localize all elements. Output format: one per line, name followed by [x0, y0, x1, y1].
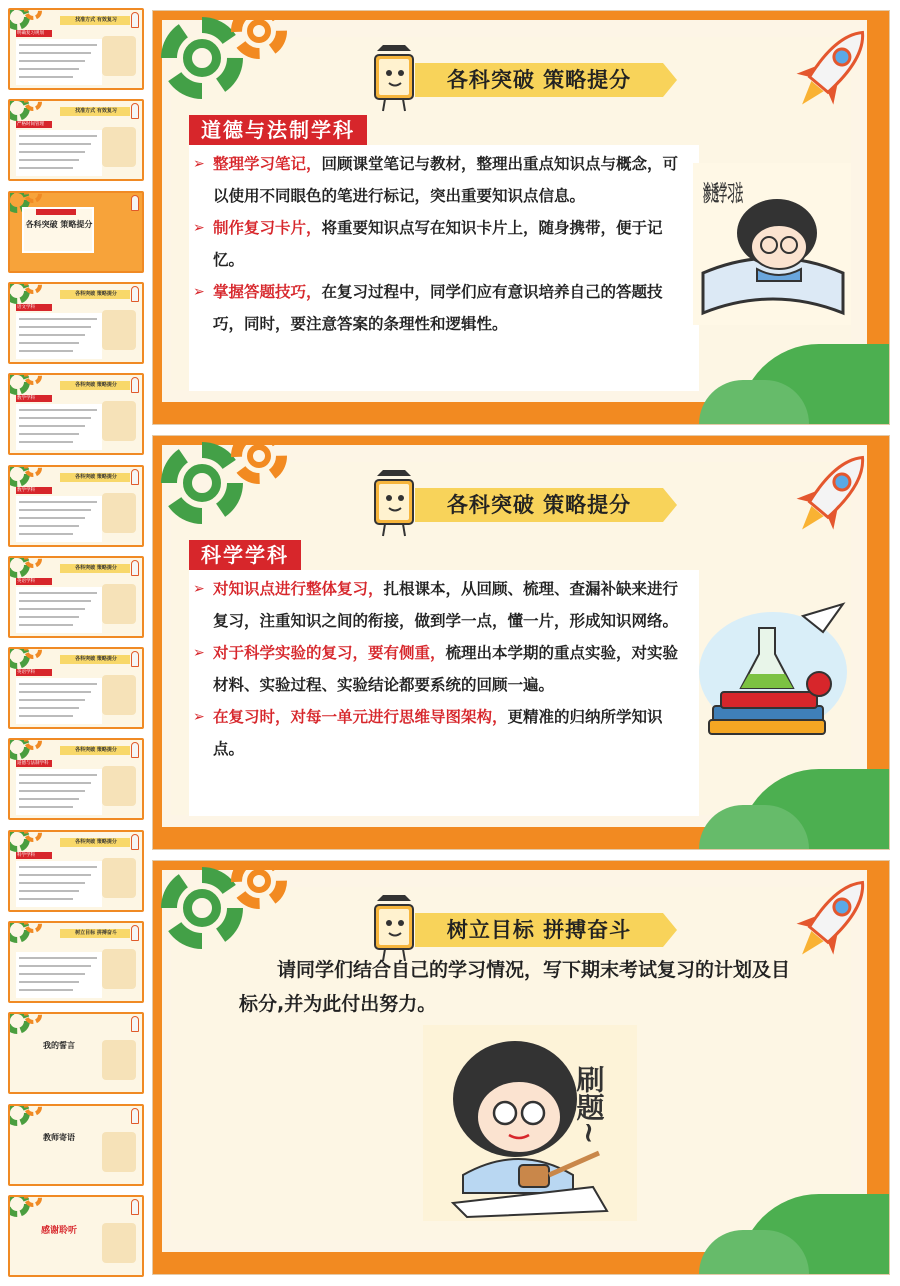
bullet-item: ➢ 在复习时，对每一单元进行思维导图架构，更精准的归纳所学知识点。 [193, 701, 683, 765]
thumbnail-title: 各科突破 策略提分 [75, 656, 117, 662]
bullet-item: ➢ 掌握答题技巧，在复习过程中，同学们应有意识培养自己的答题技巧，同时，要注意答案的条理性和逻辑性。 [193, 276, 683, 340]
orange-gear-icon [24, 1195, 42, 1207]
orange-gear-icon [24, 8, 42, 20]
subject-tag: 科学学科 [189, 540, 301, 570]
rocket-icon [131, 103, 139, 119]
thumbnail-title: 各科突破 策略提分 [75, 382, 117, 388]
arrow-icon: ➢ [193, 709, 205, 725]
slide-thumbnail[interactable] [8, 647, 144, 729]
slide-thumbnail[interactable] [8, 738, 144, 820]
slide-thumbnail[interactable] [8, 465, 144, 547]
thumbnail-title: 各科突破 策略提分 [75, 747, 117, 753]
thumbnail-title: 我的誓言 [43, 1041, 75, 1050]
rocket-icon [787, 15, 875, 125]
orange-gear-icon [24, 738, 42, 750]
student-writing-icon [423, 1025, 637, 1221]
rocket-icon [131, 1199, 139, 1215]
thumbnail-tag: 道德与法制学科 [17, 761, 49, 766]
student-book-icon [693, 163, 851, 325]
thumbnail-title: 找准方式 有效复习 [75, 108, 117, 114]
rocket-icon [131, 286, 139, 302]
thumbnail-tag: 明确复习规划 [17, 31, 44, 36]
orange-gear-icon [24, 1104, 42, 1116]
slide-thumbnail[interactable] [8, 8, 144, 90]
thumbnail-tag: 严格时间管理 [17, 122, 44, 127]
student-brushing-illustration [423, 1025, 637, 1221]
bullet-item: ➢ 整理学习笔记，回顾课堂笔记与教材，整理出重点知识点与概念，可以使用不同眼色的笔进行标记，突出重要知识点信息。 [193, 148, 683, 212]
slide-set-goals[interactable] [152, 860, 890, 1275]
rocket-icon [131, 12, 139, 28]
orange-gear-icon [24, 647, 42, 659]
bullet-item: ➢ 对于科学实验的复习，要有侧重，梳理出本学期的重点实验，对实验材料、实验过程、实验结论都要系统的回顾一遍。 [193, 637, 683, 701]
thumbnail-tag: 数学学科 [17, 396, 35, 401]
flask-books-icon [693, 588, 851, 750]
arrow-icon: ➢ [193, 156, 205, 172]
rocket-icon [131, 925, 139, 941]
thumbnail-tag: 语文学科 [17, 305, 35, 310]
thumbnail-title: 树立目标 拼搏奋斗 [75, 930, 117, 936]
slide-thumbnail[interactable] [8, 830, 144, 912]
thumbnail-tag: 科学学科 [17, 853, 35, 858]
slide-thumbnail[interactable] [8, 1104, 144, 1186]
slide-thumbnail[interactable] [8, 921, 144, 1003]
orange-gear-icon [24, 191, 42, 203]
slide-thumbnail[interactable] [8, 99, 144, 181]
image-caption: 渗透学习法 [703, 181, 744, 207]
rocket-icon [787, 440, 875, 550]
rocket-icon [131, 195, 139, 211]
slide-moral-law[interactable] [152, 10, 890, 425]
slide-thumbnail[interactable] [8, 282, 144, 364]
slide-thumbnail-rail [8, 8, 146, 1280]
image-caption: 刷题~ [572, 1065, 606, 1145]
thumbnail-title: 各科突破 策略提分 [75, 839, 117, 845]
rocket-icon [131, 834, 139, 850]
thumbnail-title: 各科突破 策略提分 [25, 220, 93, 229]
rocket-icon [131, 651, 139, 667]
bullet-list [193, 148, 683, 340]
thumbnail-title: 各科突破 策略提分 [75, 291, 117, 297]
bullet-item: ➢ 制作复习卡片，将重要知识点写在知识卡片上，随身携带，便于记忆。 [193, 212, 683, 276]
slide-science[interactable] [152, 435, 890, 850]
orange-gear-icon [24, 373, 42, 385]
slide-title: 各科突破 策略提分 [446, 68, 632, 92]
rocket-icon [131, 469, 139, 485]
slide-thumbnail[interactable] [8, 373, 144, 455]
student-reading-illustration [693, 163, 851, 325]
rocket-icon [131, 1108, 139, 1124]
arrow-icon: ➢ [193, 581, 205, 597]
orange-gear-icon [24, 465, 42, 477]
rocket-icon [131, 560, 139, 576]
slide-thumbnail[interactable] [8, 1195, 144, 1277]
arrow-icon: ➢ [193, 645, 205, 661]
slide-title: 各科突破 策略提分 [446, 493, 632, 517]
orange-gear-icon [24, 99, 42, 111]
thumbnail-title: 教师寄语 [43, 1133, 75, 1142]
rocket-icon [787, 865, 875, 975]
thumbnail-title: 各科突破 策略提分 [75, 565, 117, 571]
orange-gear-icon [24, 1012, 42, 1024]
thumbnail-tag: 英语学科 [17, 670, 35, 675]
subject-tag: 道德与法制学科 [189, 115, 367, 145]
thumbnail-tag: 英语学科 [17, 579, 35, 584]
thumbnail-title: 找准方式 有效复习 [75, 17, 117, 23]
slide-thumbnail[interactable] [8, 556, 144, 638]
bullet-list [193, 573, 683, 765]
slide-thumbnail[interactable] [8, 1012, 144, 1094]
orange-gear-icon [24, 282, 42, 294]
thumbnail-title: 感谢聆听 [40, 1226, 77, 1236]
slide-title: 树立目标 拼搏奋斗 [446, 918, 632, 942]
arrow-icon: ➢ [193, 220, 205, 236]
arrow-icon: ➢ [193, 284, 205, 300]
science-flask-illustration [693, 588, 851, 750]
orange-gear-icon [24, 921, 42, 933]
rocket-icon [131, 1016, 139, 1032]
bullet-item: ➢ 对知识点进行整体复习，扎根课本，从回顾、梳理、查漏补缺来进行复习，注重知识之间的衔接，做到学一点，懂一片，形成知识网络。 [193, 573, 683, 637]
rocket-icon [131, 377, 139, 393]
orange-gear-icon [24, 830, 42, 842]
orange-gear-icon [24, 556, 42, 568]
thumbnail-tag: 数学学科 [17, 488, 35, 493]
rocket-icon [131, 742, 139, 758]
thumbnail-title: 各科突破 策略提分 [75, 474, 117, 480]
instruction-text: 请同学们结合自己的学习情况，写下期末考试复习的计划及目标分,并为此付出努力。 [239, 959, 791, 1015]
slide-thumbnail[interactable] [8, 191, 144, 273]
